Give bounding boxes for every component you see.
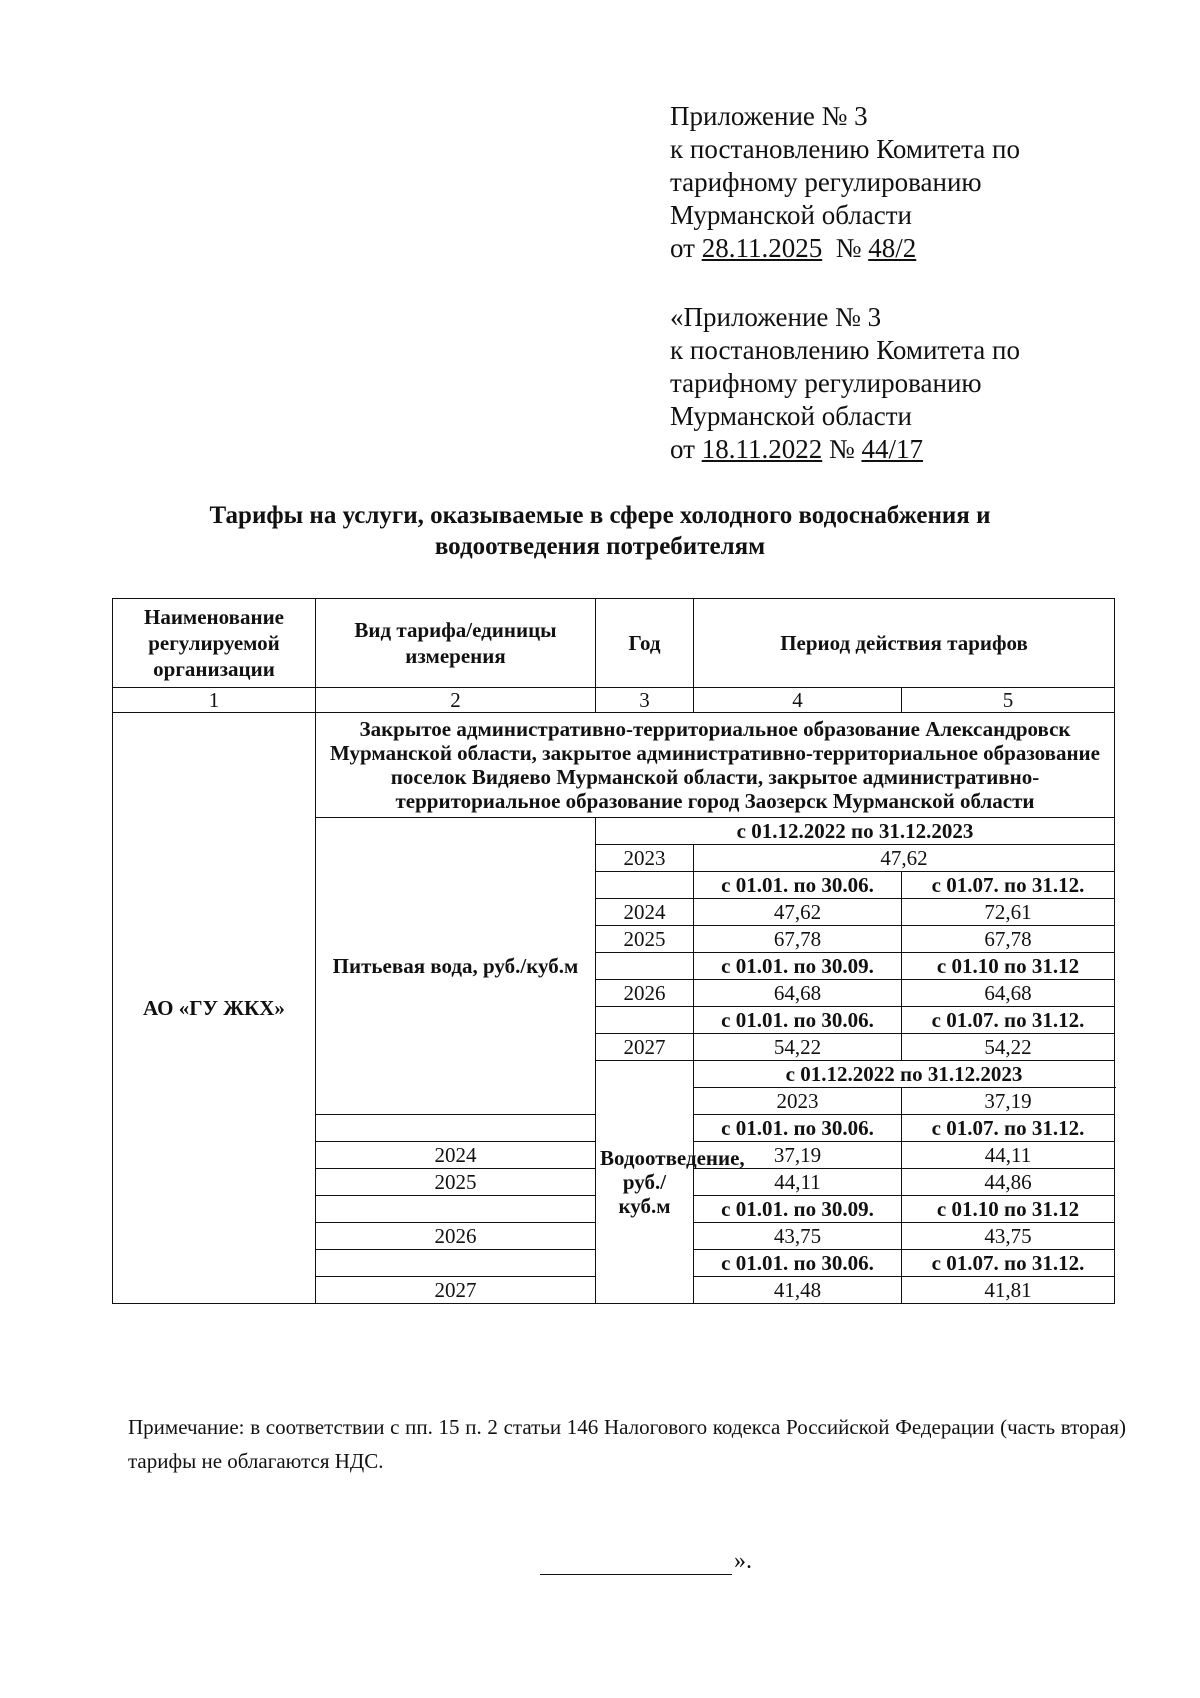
year-cell: 2023 [694,1088,902,1115]
year-cell: 2025 [316,1169,596,1196]
number-sign: № [835,233,862,263]
tariff-value: 47,62 [694,899,902,926]
column-number-row [113,688,1115,713]
title-line: Тарифы на услуги, оказываемые в сфере холодного водоснабжения и [209,502,991,529]
column-number: 3 [596,688,694,713]
column-number: 2 [316,688,596,713]
title-line: водоотведения потребителям [434,533,766,560]
appendix-line: «Приложение № 3 [670,302,882,332]
year-cell [596,1007,694,1034]
year-cell: 2023 [596,845,694,872]
appendix-line: к постановлению Комитета по [670,134,1020,164]
tariff-value: 37,19 [694,1142,902,1169]
tariff-value: 43,75 [694,1223,902,1250]
date-prefix: от [670,434,695,464]
header-tariff-type: Вид тарифа/единицы измерения [316,599,596,688]
year-cell: 2024 [316,1142,596,1169]
period-cell: с 01.01. по 30.09. [694,1196,902,1223]
service-name: Питьевая вода, руб./куб.м [316,818,596,1115]
document-title [120,500,1080,562]
appendix-date-line [670,232,1020,265]
resolution-number: 48/2 [868,233,917,263]
tariff-value: 44,11 [694,1169,902,1196]
tariff-value: 64,68 [902,980,1115,1007]
period-cell: с 01.01. по 30.06. [694,1115,902,1142]
period-cell: с 01.10 по 31.12 [902,953,1115,980]
year-cell: 2026 [596,980,694,1007]
tariff-value: 47,62 [694,845,1115,872]
appendix-line: Мурманской области [670,401,912,431]
closing-mark [540,1548,752,1575]
year-cell [316,1250,596,1277]
tariff-value: 41,48 [694,1277,902,1304]
tariff-value: 41,81 [902,1277,1115,1304]
appendix-line: тарифному регулированию [670,167,982,197]
header-period: Период действия тарифов [694,599,1115,688]
appendix-line: к постановлению Комитета по [670,335,1020,365]
year-cell [596,953,694,980]
tariff-value: 67,78 [694,926,902,953]
tariff-value: 44,11 [902,1142,1115,1169]
footnote: Примечание: в соответствии с пп. 15 п. 2 статьи 146 Налогового кодекса Российской Федерации (часть вторая) тарифы не облагаются НДС. [128,1415,1126,1473]
date-prefix: от [670,233,695,263]
header-org: Наименование регулируемой организации [113,599,316,688]
area-row [113,713,1115,818]
territory-description: Закрытое административно-территориальное образование Александровск Мурманской области, закрытое административно-территориальное образование поселок Видяево Мурманской области, закрытое административно-территориальное образование город Заозерск Мурманской области [316,713,1115,818]
period-cell: с 01.12.2022 по 31.12.2023 [596,818,1115,845]
closing-underline [540,1554,732,1575]
period-cell: с 01.07. по 31.12. [902,872,1115,899]
tariff-value: 67,78 [902,926,1115,953]
appendix-date-line [670,433,1020,466]
period-cell: с 01.01. по 30.06. [694,1007,902,1034]
tariff-value: 37,19 [902,1088,1115,1115]
period-cell: с 01.07. по 31.12. [902,1115,1115,1142]
resolution-date: 28.11.2025 [701,233,823,263]
resolution-date: 18.11.2022 [701,434,823,464]
period-cell: с 01.07. по 31.12. [902,1007,1115,1034]
tariff-value: 54,22 [694,1034,902,1061]
tariff-value: 54,22 [902,1034,1115,1061]
tariff-table [112,598,1115,1304]
column-number: 4 [694,688,902,713]
year-cell [596,872,694,899]
period-cell: с 01.01. по 30.06. [694,872,902,899]
appendix-line: Мурманской области [670,200,912,230]
year-cell: 2027 [596,1034,694,1061]
appendix-block-new [670,100,1020,265]
period-cell: с 01.01. по 30.06. [694,1250,902,1277]
column-number: 1 [113,688,316,713]
year-cell [316,1115,596,1142]
appendix-line: тарифному регулированию [670,368,982,398]
table-header-row [113,599,1115,688]
year-cell: 2024 [596,899,694,926]
tariff-value: 72,61 [902,899,1115,926]
service-name: Водоотведение, руб./куб.м [596,1061,694,1304]
resolution-number: 44/17 [861,434,923,464]
year-cell [316,1196,596,1223]
period-cell: с 01.10 по 31.12 [902,1196,1115,1223]
appendix-block-old [670,301,1020,466]
year-cell: 2026 [316,1223,596,1250]
tariff-value: 44,86 [902,1169,1115,1196]
year-cell: 2025 [596,926,694,953]
period-cell: с 01.01. по 30.09. [694,953,902,980]
year-cell: 2027 [316,1277,596,1304]
number-sign: № [828,434,855,464]
period-cell: с 01.12.2022 по 31.12.2023 [694,1061,1115,1088]
closing-quote: ». [734,1548,752,1574]
organization-name: АО «ГУ ЖКХ» [113,713,316,1304]
tariff-value: 64,68 [694,980,902,1007]
header-year: Год [596,599,694,688]
period-cell: с 01.07. по 31.12. [902,1250,1115,1277]
tariff-value: 43,75 [902,1223,1115,1250]
appendix-line: Приложение № 3 [670,101,868,131]
column-number: 5 [902,688,1115,713]
